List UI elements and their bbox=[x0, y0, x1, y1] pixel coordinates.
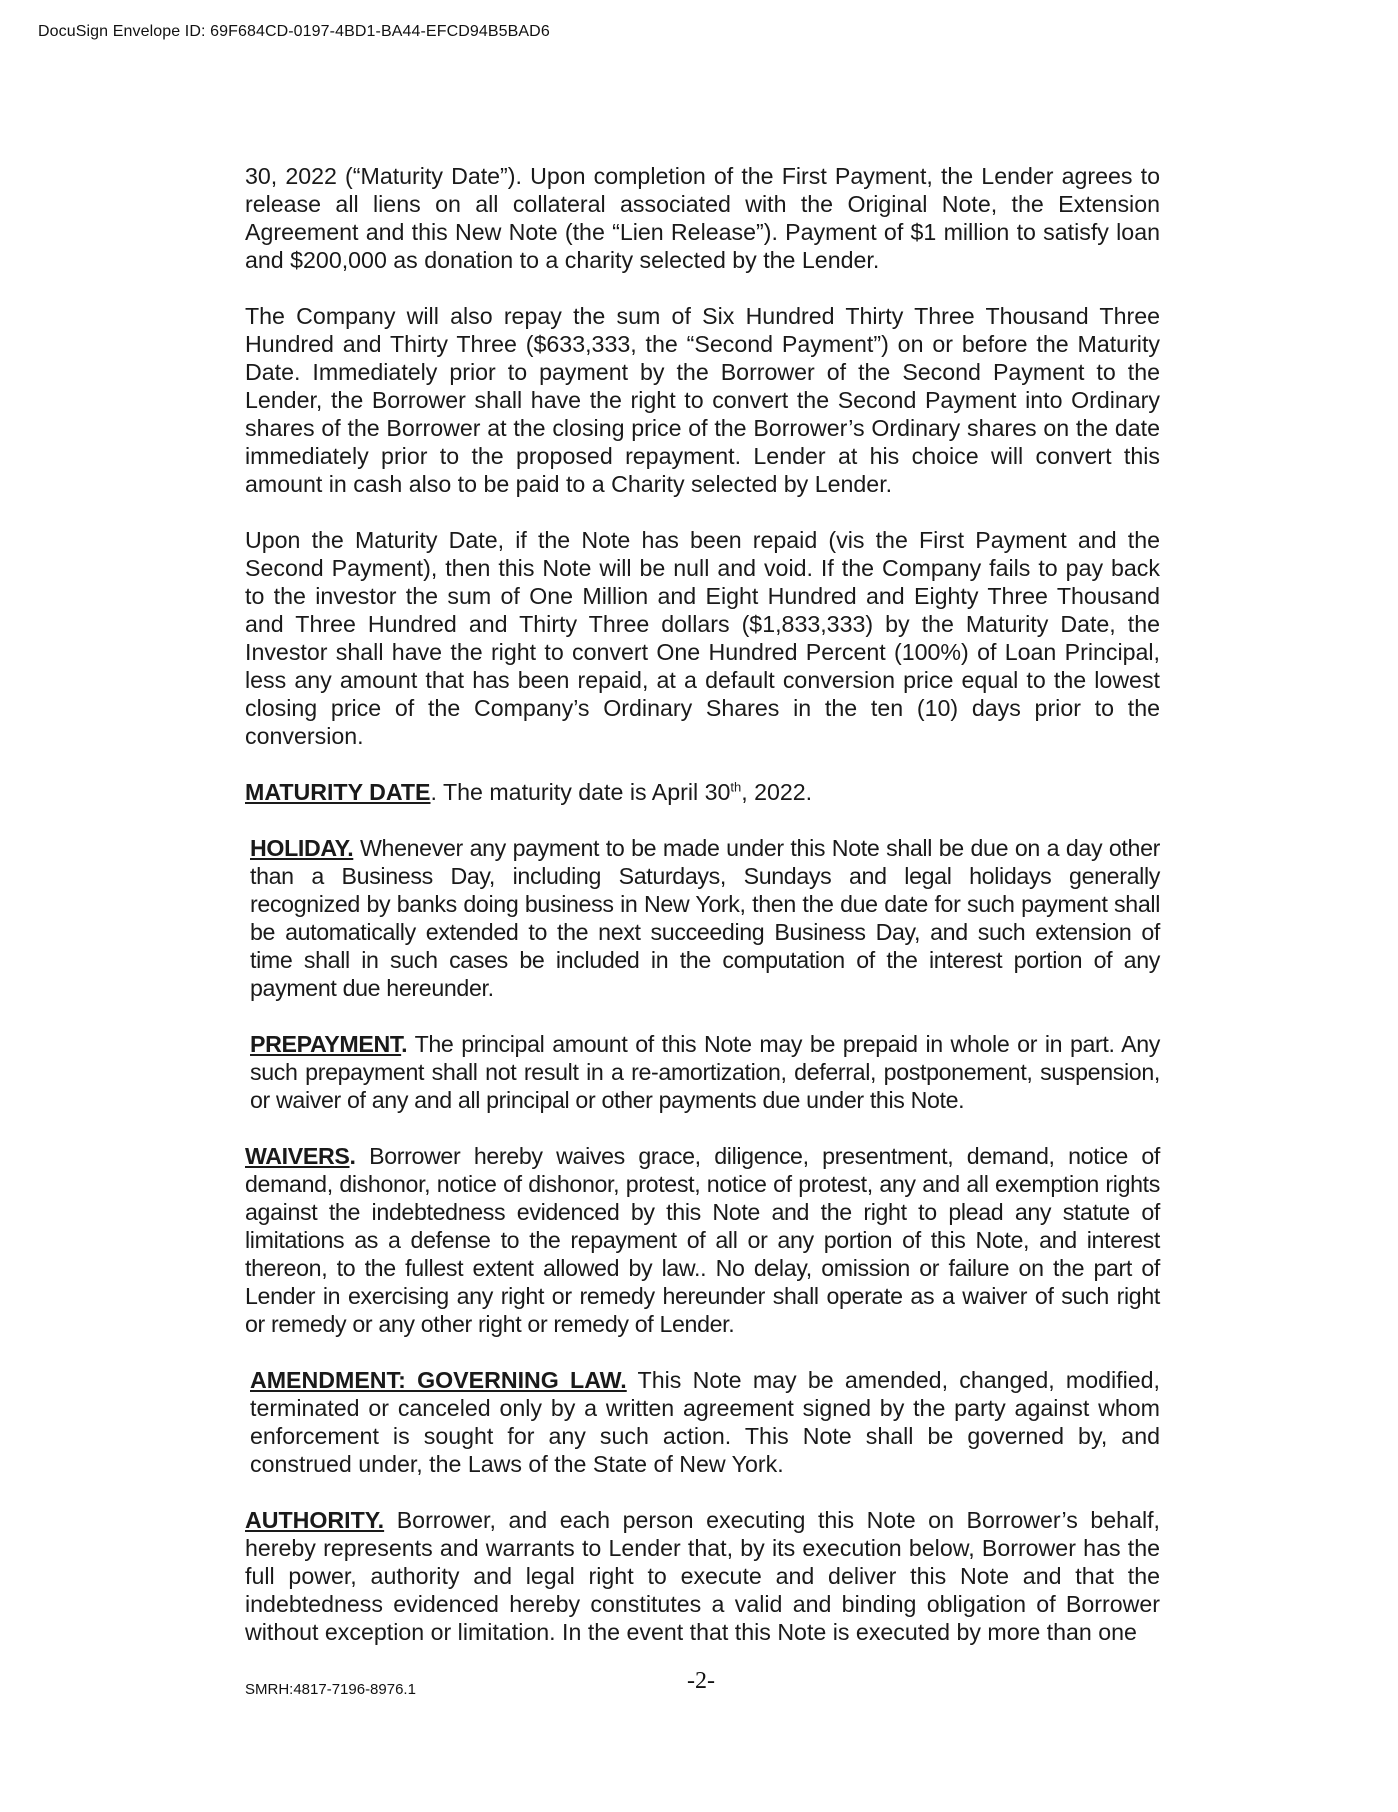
heading-maturity-date: MATURITY DATE bbox=[245, 779, 431, 805]
heading-prepayment: PREPAYMENT bbox=[250, 1031, 402, 1057]
heading-amendment-governing-law: AMENDMENT: GOVERNING LAW. bbox=[250, 1367, 627, 1393]
maturity-text-end: , 2022. bbox=[741, 779, 813, 805]
prepayment-period: . bbox=[401, 1031, 408, 1057]
waivers-period: . bbox=[349, 1143, 356, 1169]
holiday-text: Whenever any payment to be made under this Note shall be due on a day other than a Business Day, including Saturdays, Sundays and legal holidays generally recognized by banks doing business in New York, then the due date for such payment shall be automatically extended to the next succeeding Business Day, and such extension of time shall in such cases be included in the computation of the interest portion of any payment due hereunder. bbox=[250, 835, 1160, 1001]
amendment-text: This Note may be amended, changed, modified, terminated or canceled only by a written agreement signed by the party against whom enforcement is sought for any such action. This Note shall be governed by, and construed under, the Laws of the State of New York. bbox=[250, 1367, 1160, 1477]
envelope-id: DocuSign Envelope ID: 69F684CD-0197-4BD1-BA44-EFCD94B5BAD6 bbox=[38, 23, 550, 40]
authority-text: Borrower, and each person executing this Note on Borrower’s behalf, hereby represents and warrants to Lender that, by its execution below, Borrower has the full power, authority and legal right to execute and deliver this Note and that the indebtedness evidenced hereby constitutes a valid and binding obligation of Borrower without exception or limitation. In the event that this Note is executed by more than one bbox=[245, 1507, 1160, 1645]
maturity-superscript: th bbox=[730, 779, 742, 795]
section-amendment-governing-law bbox=[245, 1366, 1160, 1478]
document-body bbox=[245, 162, 1160, 1674]
prepayment-text: The principal amount of this Note may be prepaid in whole or in part. Any such prepayment shall not result in a re-amortization, deferral, postponement, suspension, or waiver of any and all principal or other payments due under this Note. bbox=[250, 1031, 1160, 1113]
paragraph-first-payment: 30, 2022 (“Maturity Date”). Upon completion of the First Payment, the Lender agrees to release all liens on all collateral associated with the Original Note, the Extension Agreement and this New Note (the “Lien Release”). Payment of $1 million to satisfy loan and $200,000 as donation to a charity selected by the Lender. bbox=[245, 163, 1160, 273]
section-maturity-date bbox=[245, 778, 1160, 806]
section-waivers bbox=[245, 1142, 1160, 1338]
footer-document-id: SMRH:4817-7196-8976.1 bbox=[245, 1681, 416, 1698]
heading-authority: AUTHORITY. bbox=[245, 1507, 385, 1533]
heading-waivers: WAIVERS bbox=[245, 1143, 350, 1169]
section-prepayment bbox=[245, 1030, 1160, 1114]
waivers-text: Borrower hereby waives grace, diligence, presentment, demand, notice of demand, dishonor, notice of dishonor, protest, notice of protest, any and all exemption rights against the indebtedness evidenced by this Note and the right to plead any statute of limitations as a defense to the repayment of all or any portion of this Note, and interest thereon, to the fullest extent allowed by law.. No delay, omission or failure on the part of Lender in exercising any right or remedy hereunder shall operate as a waiver of such right or remedy or any other right or remedy of Lender. bbox=[245, 1143, 1160, 1337]
maturity-text: . The maturity date is April 30 bbox=[430, 779, 731, 805]
paragraph-second-payment: The Company will also repay the sum of Six Hundred Thirty Three Thousand Three Hundred and Thirty Three ($633,333, the “Second Payment”) on or before the Maturity Date. Immediately prior to payment by the Borrower of the Second Payment to the Lender, the Borrower shall have the right to convert the Second Payment into Ordinary shares of the Borrower at the closing price of the Borrower’s Ordinary shares on the date immediately prior to the proposed repayment. Lender at his choice will convert this amount in cash also to be paid to a Charity selected by Lender. bbox=[245, 303, 1160, 497]
heading-holiday: HOLIDAY. bbox=[250, 835, 354, 861]
section-authority bbox=[245, 1506, 1160, 1646]
section-holiday bbox=[245, 834, 1160, 1002]
footer-page-number: -2- bbox=[687, 1668, 715, 1694]
paragraph-default-conversion: Upon the Maturity Date, if the Note has been repaid (vis the First Payment and the Second Payment), then this Note will be null and void. If the Company fails to pay back to the investor the sum of One Million and Eight Hundred and Eighty Three Thousand and Three Hundred and Thirty Three dollars ($1,833,333) by the Maturity Date, the Investor shall have the right to convert One Hundred Percent (100%) of Loan Principal, less any amount that has been repaid, at a default conversion price equal to the lowest closing price of the Company’s Ordinary Shares in the ten (10) days prior to the conversion. bbox=[245, 527, 1160, 749]
